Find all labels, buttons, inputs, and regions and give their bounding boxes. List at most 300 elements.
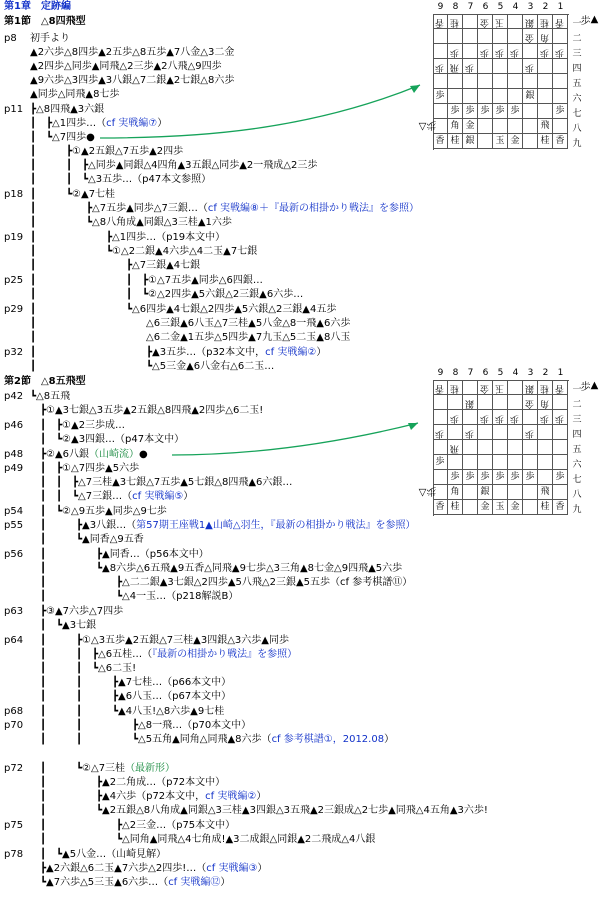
rank-number: 二 (572, 34, 582, 44)
board-square (478, 485, 493, 500)
board-square (523, 89, 538, 104)
file-number: 1 (557, 368, 564, 378)
page-ref: p49 (4, 463, 24, 474)
board-square (493, 59, 508, 74)
board-square (448, 380, 463, 395)
variation-line (30, 331, 350, 345)
board-square (433, 410, 448, 425)
page-ref: p42 (4, 391, 24, 402)
move-text: ┃ ┗①△2二銀▲4六歩△4二玉▲7七銀 (30, 246, 258, 257)
move-text: ┃ ┗▲2五銀△8八角成▲同銀△3三桂▲3四銀△3五飛▲2三銀成△2七歩▲同飛△4五角▲3六歩! (30, 805, 488, 816)
section-2-title: 第2節 △8五飛型 (4, 376, 86, 387)
board-square (493, 470, 508, 485)
board-square (463, 500, 478, 515)
board-square (508, 380, 523, 395)
board-square (493, 410, 508, 425)
move-text: ） (183, 491, 194, 502)
move-text: ┃ ┣①▲2三歩成… (30, 420, 126, 431)
move-text: ） (257, 863, 268, 874)
shogi-piece: 歩 (510, 472, 520, 482)
move-text: ┗△8五飛 (30, 391, 71, 402)
variation-line (30, 88, 119, 102)
board-square (553, 470, 568, 485)
move-text: ┃ ┗△6四歩▲4七銀△2四歩▲5六銀△2三銀▲4五歩 (30, 304, 337, 315)
shogi-piece: 桂 (450, 383, 460, 393)
board-square (448, 59, 463, 74)
variation-line (30, 462, 139, 476)
shogi-piece: 飛 (540, 121, 550, 131)
variation-line (30, 103, 104, 117)
file-number: 5 (497, 2, 504, 12)
board-square (463, 59, 478, 74)
shogi-piece: 歩 (555, 472, 565, 482)
board-square (538, 455, 553, 470)
variation-line (30, 790, 266, 804)
move-text: ┣△8四飛▲3六銀 (30, 104, 105, 115)
board-square (508, 14, 523, 29)
file-number: 6 (482, 2, 489, 12)
board-square (433, 59, 448, 74)
variation-note: （山崎流） (89, 449, 140, 460)
variation-line (30, 705, 224, 719)
variation-line (30, 117, 167, 131)
variation-line (30, 448, 148, 462)
board-square (493, 395, 508, 410)
shogi-piece: 銀 (480, 487, 490, 497)
board-square (523, 380, 538, 395)
rank-number: 三 (572, 415, 582, 425)
variation-line (30, 819, 235, 833)
board-square (433, 500, 448, 515)
board-square (553, 134, 568, 149)
variation-line (30, 533, 144, 547)
variation-line (30, 131, 95, 145)
board-square (433, 440, 448, 455)
page-ref: p8 (4, 33, 17, 44)
shogi-piece: 歩 (555, 47, 565, 57)
shogi-piece: 金 (465, 121, 475, 131)
board-square (523, 485, 538, 500)
board-square (508, 410, 523, 425)
shogi-piece: 歩 (465, 428, 475, 438)
move-text: ┃ ┣△1四歩…（p19本文中） (30, 232, 226, 243)
variation-line (30, 619, 96, 633)
board-square (478, 410, 493, 425)
move-text: ┃ ┃ ┣▲7七桂…（p66本文中） (30, 677, 232, 688)
variation-line (30, 590, 238, 604)
rank-number: 九 (572, 139, 582, 149)
page-ref: p68 (4, 706, 24, 717)
board-square (493, 44, 508, 59)
rank-number: 一 (572, 385, 582, 395)
board-square (433, 89, 448, 104)
shogi-piece: 桂 (450, 136, 460, 146)
board-square (493, 29, 508, 44)
board-square (538, 485, 553, 500)
variation-line (30, 259, 200, 273)
move-text: ┃ ┃ ┗▲4八玉!△8六歩▲9七桂 (30, 706, 225, 717)
board-square (463, 470, 478, 485)
shogi-piece: 香 (435, 502, 445, 512)
shogi-piece: 金 (510, 136, 520, 146)
cross-reference: cf 実戦編⑦ (106, 118, 158, 129)
variation-line (30, 419, 125, 433)
board-square (493, 455, 508, 470)
board-square (448, 410, 463, 425)
shogi-piece: 香 (435, 136, 445, 146)
rank-number: 五 (572, 445, 582, 455)
board-square (508, 500, 523, 515)
board-square (448, 425, 463, 440)
board-square (448, 74, 463, 89)
shogi-piece: 歩 (465, 62, 475, 72)
variation-line (30, 288, 303, 302)
board-square (433, 380, 448, 395)
move-text: ▲2四歩△同歩▲同飛△2三歩▲2八飛△9四歩 (30, 61, 222, 72)
rank-number: 二 (572, 400, 582, 410)
board-square (463, 485, 478, 500)
board-square (553, 380, 568, 395)
move-text: ┃ ┣▲2二角成…（p72本文中） (30, 777, 226, 788)
shogi-piece: 桂 (540, 136, 550, 146)
board-square (538, 410, 553, 425)
variation-line (30, 662, 136, 676)
board-square (463, 395, 478, 410)
board-square (478, 500, 493, 515)
shogi-piece: 桂 (540, 383, 550, 393)
move-text: ┣③▲7六歩△7四歩 (30, 606, 124, 617)
shogi-piece: 金 (480, 383, 490, 393)
shogi-piece: 香 (555, 383, 565, 393)
variation-line (30, 231, 225, 245)
move-text: ┃ △6三銀▲6八玉△7三桂▲5八金△8一飛▲6六歩 (30, 318, 351, 329)
board-square (448, 29, 463, 44)
board-square (538, 134, 553, 149)
board-square (523, 395, 538, 410)
shogi-piece: 玉 (495, 502, 505, 512)
variation-line (30, 876, 230, 890)
board-square (538, 470, 553, 485)
variation-line (30, 404, 263, 418)
variation-line (30, 188, 115, 202)
shogi-piece: 角 (540, 398, 550, 408)
board-square (493, 425, 508, 440)
move-text: ┃ ┃ ┗△7三銀…（ (30, 491, 133, 502)
page-ref: p78 (4, 849, 24, 860)
move-text: ┃ ┗△5三金▲6八金右△6二玉… (30, 361, 275, 372)
move-text: ┃ ┣△2三金…（p75本文中） (30, 820, 236, 831)
board-square (553, 74, 568, 89)
variation-line (30, 245, 257, 259)
board-square (463, 410, 478, 425)
board-square (523, 14, 538, 29)
board-square (433, 104, 448, 119)
rank-number: 八 (572, 124, 582, 134)
board-square (553, 455, 568, 470)
shogi-piece: 銀 (525, 17, 535, 27)
move-text: ） (157, 118, 168, 129)
page-ref: p18 (4, 189, 24, 200)
move-text: ┃ ┗▲5八金…（山崎見解） (30, 849, 167, 860)
rank-number: 七 (572, 109, 582, 119)
variation-line (30, 216, 232, 230)
board-square (478, 470, 493, 485)
shogi-piece: 歩 (435, 457, 445, 467)
board-square (523, 134, 538, 149)
board-square (538, 425, 553, 440)
board-square (508, 29, 523, 44)
board-square (523, 425, 538, 440)
rank-number: 一 (572, 19, 582, 29)
shogi-piece: 香 (555, 502, 565, 512)
board-square (433, 134, 448, 149)
board-square (508, 104, 523, 119)
file-number: 6 (482, 368, 489, 378)
board-square (493, 14, 508, 29)
board-square (493, 380, 508, 395)
variation-line (30, 60, 222, 74)
board-square (538, 380, 553, 395)
rank-number: 六 (572, 94, 582, 104)
move-text: ┃ ┗△7四歩● (30, 132, 95, 143)
shogi-piece: 歩 (510, 106, 520, 116)
move-text: ┃ ┣▲同香…（p56本文中） (30, 549, 209, 560)
shogi-piece: 歩 (480, 413, 490, 423)
shogi-piece: 銀 (525, 383, 535, 393)
file-number: 7 (467, 368, 474, 378)
shogi-piece: 歩 (555, 413, 565, 423)
board-square (463, 104, 478, 119)
board-square (538, 500, 553, 515)
move-text: ┃ ┃ ┣▲6八玉…（p67本文中） (30, 691, 232, 702)
page-ref: p25 (4, 275, 24, 286)
file-number: 4 (512, 2, 519, 12)
variation-line (30, 317, 350, 331)
shogi-piece: 桂 (540, 502, 550, 512)
move-text: ┃ ┗▲同香△9五香 (30, 534, 144, 545)
rank-number: 九 (572, 505, 582, 515)
move-text: ┃ ┗②△7三桂 (30, 763, 126, 774)
variation-line (30, 476, 292, 490)
shogi-piece: 歩 (555, 106, 565, 116)
board-square (433, 395, 448, 410)
board-square (448, 455, 463, 470)
board-square (478, 59, 493, 74)
board-square (508, 395, 523, 410)
board-square (538, 89, 553, 104)
board-square (433, 425, 448, 440)
board-square (553, 59, 568, 74)
shogi-piece: 歩 (510, 47, 520, 57)
file-number: 7 (467, 2, 474, 12)
move-text: ┃ ┣①▲2五銀△7五歩▲2四歩 (30, 146, 184, 157)
shogi-piece: 歩 (495, 106, 505, 116)
move-text: ┃ ┣△二二銀▲3七銀△2四歩▲5八飛△2三銀▲5五歩（cf 参考棋譜⑪） (30, 577, 413, 588)
board-square (478, 44, 493, 59)
shogi-piece: 歩 (540, 413, 550, 423)
shogi-piece: 角 (450, 487, 460, 497)
board-square (538, 440, 553, 455)
rank-number: 三 (572, 49, 582, 59)
board-square (463, 89, 478, 104)
shogi-piece: 香 (435, 17, 445, 27)
board-square (538, 14, 553, 29)
shogi-piece: 桂 (540, 17, 550, 27)
rank-number: 八 (572, 490, 582, 500)
file-number: 3 (527, 2, 534, 12)
move-text: ） (256, 791, 267, 802)
page-ref: p63 (4, 606, 24, 617)
board-square (463, 44, 478, 59)
board-square (448, 470, 463, 485)
cross-reference: cf 実戦編⑧＋『最新の相掛かり戦法』を参照） (207, 203, 420, 214)
shogi-piece: 桂 (450, 17, 460, 27)
board-square (493, 134, 508, 149)
variation-line (30, 762, 175, 776)
move-text: ● (139, 449, 148, 460)
sente-hand: ▲歩 (578, 14, 600, 25)
board-square (448, 44, 463, 59)
gote-hand: △歩 (417, 487, 439, 498)
variation-line (30, 634, 289, 648)
board-square (553, 119, 568, 134)
move-text: ） (316, 347, 327, 358)
board-square (493, 500, 508, 515)
board-square (508, 44, 523, 59)
move-text: ┃ ┗②△9五歩▲同歩△9七歩 (30, 506, 167, 517)
page-ref: p32 (4, 347, 24, 358)
board-square (508, 89, 523, 104)
arrow-to-board-2 (172, 423, 418, 455)
board-square (448, 500, 463, 515)
board-square (478, 440, 493, 455)
variation-line (30, 648, 297, 662)
board-square (538, 29, 553, 44)
cross-reference: cf 実戦編⑫ (168, 877, 221, 888)
page-ref: p64 (4, 635, 24, 646)
move-text: ┃ ┗△8八角成▲同銀△3三桂▲1六歩 (30, 217, 232, 228)
rank-number: 七 (572, 475, 582, 485)
rank-number: 六 (572, 460, 582, 470)
move-text: ┃ ┃ ┣△8一飛…（p70本文中） (30, 720, 252, 731)
board-square (508, 485, 523, 500)
page-ref: p46 (4, 420, 24, 431)
file-number: 1 (557, 2, 564, 12)
board-square (523, 44, 538, 59)
board-square (478, 380, 493, 395)
board-square (538, 104, 553, 119)
board-square (493, 89, 508, 104)
board-square (553, 44, 568, 59)
variation-line (30, 862, 267, 876)
variation-line (30, 202, 419, 216)
page-ref: p70 (4, 720, 24, 731)
page-ref: p48 (4, 449, 24, 460)
variation-line (30, 303, 336, 317)
shogi-piece: 歩 (480, 106, 490, 116)
board-square (478, 395, 493, 410)
shogi-piece: 歩 (495, 413, 505, 423)
board-square (433, 44, 448, 59)
shogi-piece: 歩 (510, 413, 520, 423)
board-square (553, 425, 568, 440)
shogi-piece: 歩 (495, 472, 505, 482)
shogi-piece: 歩 (435, 91, 445, 101)
variation-line (30, 833, 375, 847)
shogi-piece: 歩 (480, 47, 490, 57)
move-text: ┃ ┃ ┗△3五歩…（p47本文参照） (30, 174, 212, 185)
move-text: ┃ ┗△4一玉…（p218解説B） (30, 591, 239, 602)
board-square (508, 455, 523, 470)
shogi-piece: 角 (540, 32, 550, 42)
board-square (493, 104, 508, 119)
variation-line (30, 804, 488, 818)
board-square (463, 134, 478, 149)
shogi-piece: 金 (480, 502, 490, 512)
board-square (478, 104, 493, 119)
board-square (478, 455, 493, 470)
shogi-piece: 歩 (525, 472, 535, 482)
cross-reference: cf 実戦編③ (206, 863, 258, 874)
board-square (433, 74, 448, 89)
board-square (523, 104, 538, 119)
board-square (538, 59, 553, 74)
page-ref: p72 (4, 763, 24, 774)
shogi-piece: 飛 (540, 487, 550, 497)
file-number: 4 (512, 368, 519, 378)
move-text: ┗▲7六歩△5三玉▲6六歩…（ (30, 877, 169, 888)
board-square (448, 104, 463, 119)
shogi-piece: 歩 (435, 428, 445, 438)
board-square (523, 74, 538, 89)
move-text: ┃ ┣①△3五歩▲2五銀△7三桂▲3四銀△3六歩▲同歩 (30, 635, 289, 646)
page-ref: p19 (4, 232, 24, 243)
board-square (493, 485, 508, 500)
move-text: ┃ ┗②▲7七桂 (30, 189, 116, 200)
shogi-piece: 歩 (450, 413, 460, 423)
move-text: ┃ ┃ ┣①△7五歩▲同歩△6四銀… (30, 275, 263, 286)
cross-reference: cf 実戦編② (265, 347, 317, 358)
variation-line (30, 576, 412, 590)
shogi-piece: 玉 (495, 383, 505, 393)
move-text: ┃ ┣▲3八銀…（ (30, 520, 137, 531)
shogi-piece: 歩 (525, 428, 535, 438)
rank-number: 四 (572, 430, 582, 440)
shogi-piece: 桂 (450, 502, 460, 512)
board-square (478, 134, 493, 149)
shogi-piece: 歩 (450, 472, 460, 482)
board-square (553, 485, 568, 500)
board-square (538, 119, 553, 134)
board-square (508, 440, 523, 455)
board-square (463, 29, 478, 44)
shogi-piece: 玉 (495, 17, 505, 27)
shogi-piece: 歩 (495, 47, 505, 57)
board-square (448, 119, 463, 134)
variation-line (30, 490, 193, 504)
cross-reference: cf 実戦編⑤ (132, 491, 184, 502)
shogi-piece: 歩 (465, 106, 475, 116)
page-ref: p54 (4, 506, 24, 517)
board-square (448, 89, 463, 104)
board-square (478, 425, 493, 440)
board-square (553, 500, 568, 515)
file-number: 3 (527, 368, 534, 378)
board-square (523, 410, 538, 425)
board-square (523, 455, 538, 470)
board-square (463, 425, 478, 440)
board-square (463, 440, 478, 455)
